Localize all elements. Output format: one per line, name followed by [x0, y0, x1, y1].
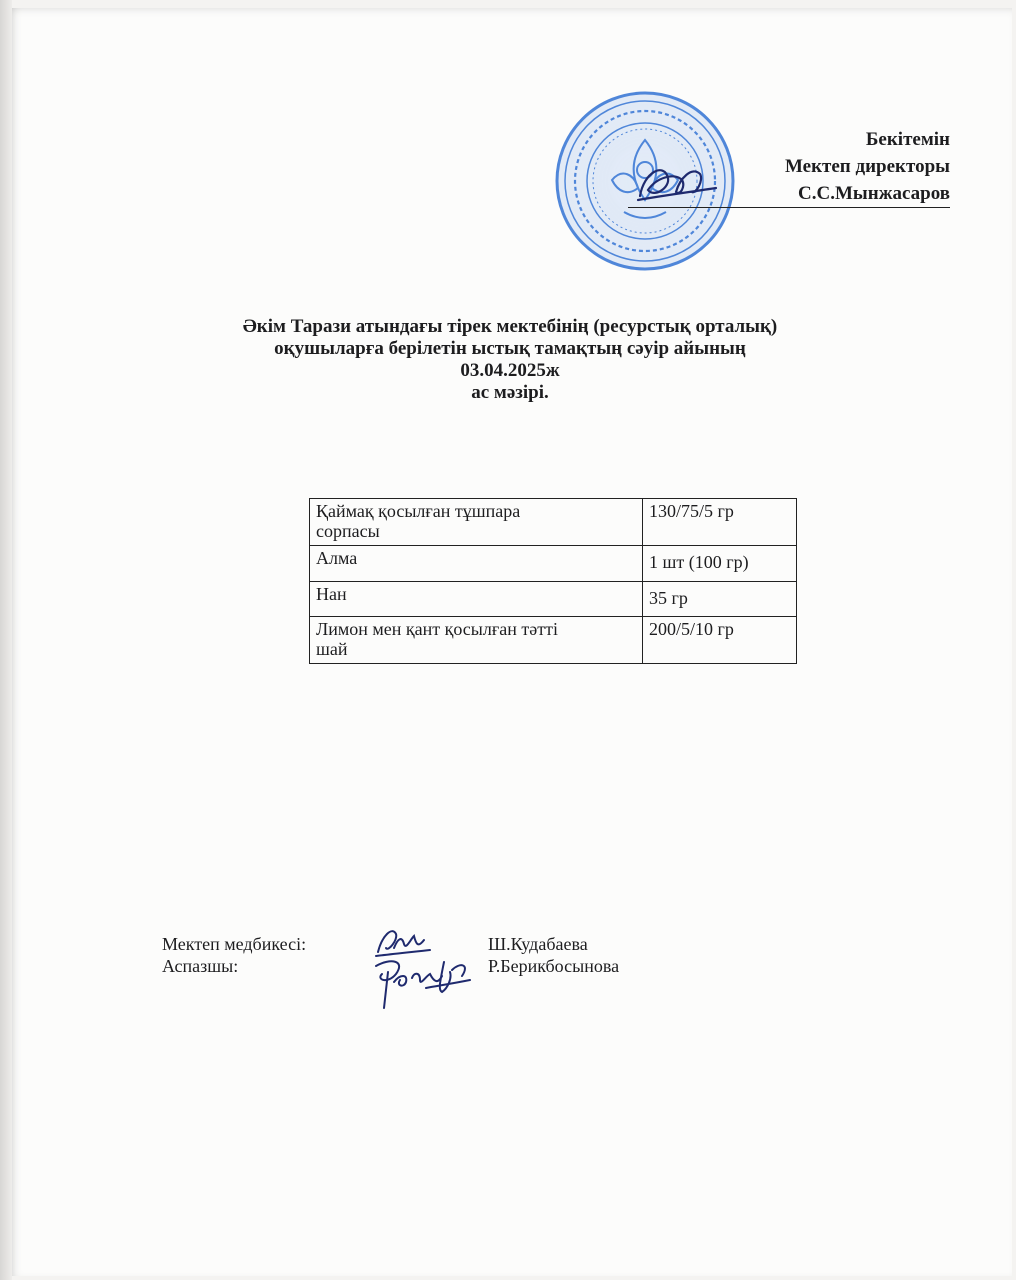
amount-cell: 200/5/10 гр — [643, 617, 797, 664]
heading-line-1: Әкім Тарази атындағы тірек мектебінің (ресурстық орталық) — [242, 316, 778, 337]
dish-name-cont: сорпасы — [316, 521, 380, 541]
dish-name: Қаймақ қосылған тұшпара — [316, 501, 521, 521]
dish-name: Алма — [316, 548, 358, 568]
approval-title: Бекітемін — [865, 129, 950, 150]
table-row — [310, 499, 797, 546]
amount-cell: 1 шт (100 гр) — [643, 546, 797, 582]
cook-signature — [366, 948, 476, 1012]
dish-name: Нан — [316, 584, 347, 604]
amount-cell: 130/75/5 гр — [643, 499, 797, 546]
director-signature — [630, 152, 720, 212]
heading-line-4: ас мәзірі. — [471, 382, 549, 403]
staff-role: Аспазшы: — [162, 956, 239, 976]
document-heading — [180, 316, 840, 404]
staff-role: Мектеп медбикесі: — [162, 934, 307, 954]
table-row — [310, 582, 797, 617]
page-edge — [0, 0, 12, 1280]
dish-name: Лимон мен қант қосылған тәтті — [316, 619, 558, 639]
dish-cell — [310, 499, 643, 546]
table-row — [310, 617, 797, 664]
approval-position: Мектеп директоры — [784, 156, 950, 177]
director-name: С.С.Мынжасаров — [628, 180, 950, 208]
staff-name: Р.Берикбосынова — [488, 956, 620, 976]
table-row — [310, 546, 797, 582]
staff-name: Ш.Кудабаева — [488, 934, 588, 954]
dish-cell — [310, 582, 643, 617]
dish-cell — [310, 617, 643, 664]
amount-cell: 35 гр — [643, 582, 797, 617]
dish-cell — [310, 546, 643, 582]
menu-table — [309, 498, 797, 664]
heading-date: 03.04.2025ж — [460, 360, 560, 381]
heading-line-2: оқушыларға берілетін ыстық тамақтың сәуір айының — [274, 338, 746, 359]
dish-name-cont: шай — [316, 639, 348, 659]
